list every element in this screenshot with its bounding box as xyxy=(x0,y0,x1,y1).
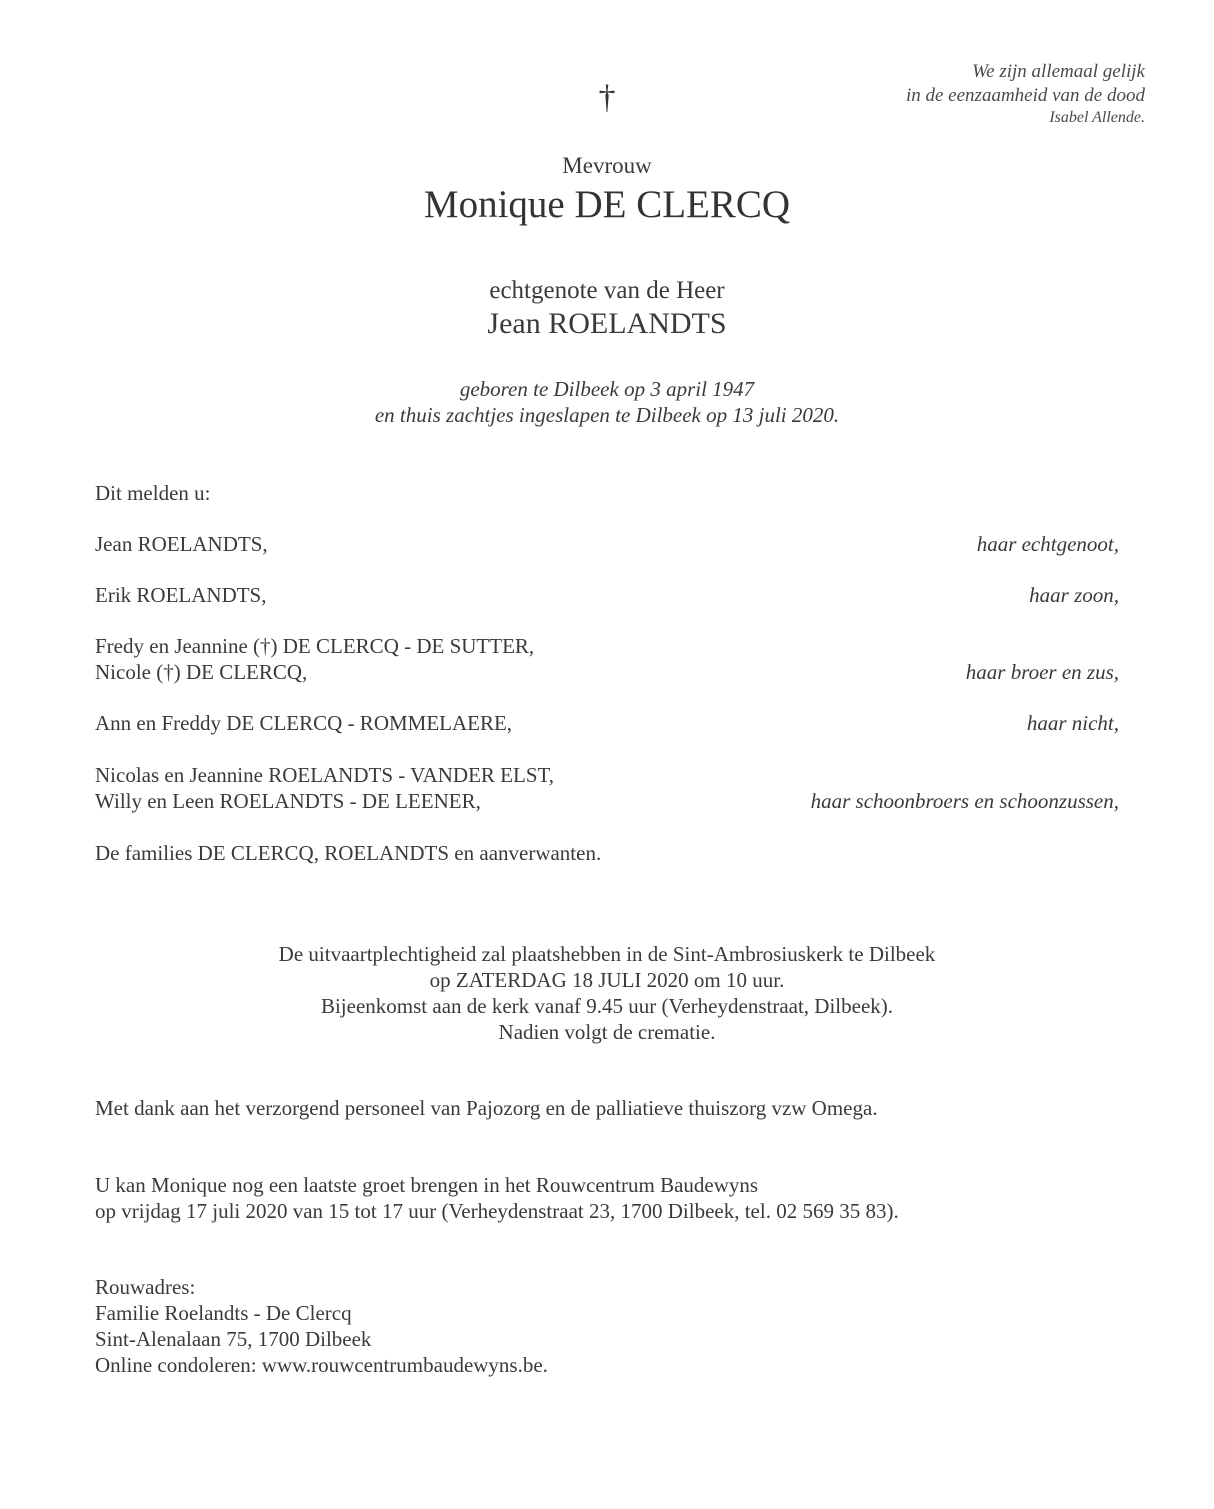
mourner-row xyxy=(95,710,1119,736)
thanks-line: Met dank aan het verzorgend personeel van Pajozorg en de palliatieve thuiszorg vzw Omega. xyxy=(95,1096,878,1120)
mourner-relation: haar zoon, xyxy=(1029,583,1119,607)
quote-line: We zijn allemaal gelijk xyxy=(972,61,1145,82)
deceased-name: Monique DE CLERCQ xyxy=(423,183,791,226)
address-line: Familie Roelandts - De Clercq xyxy=(95,1301,352,1325)
mourner-names: Nicolas en Jeannine ROELANDTS - VANDER ELST, xyxy=(95,763,555,787)
mourner-relation: haar nicht, xyxy=(1026,711,1119,735)
ceremony-info xyxy=(0,941,1214,1045)
mourner-relation: haar echtgenoot, xyxy=(976,532,1119,556)
death-line: en thuis zachtjes ingeslapen te Dilbeek op 13 juli 2020. xyxy=(374,403,840,427)
mourning-address xyxy=(95,1274,548,1378)
birth-line: geboren te Dilbeek op 3 april 1947 xyxy=(459,377,755,401)
mourner-names: Fredy en Jeannine (†) DE CLERCQ - DE SUTTER, xyxy=(95,634,535,658)
address-line: Sint-Alenalaan 75, 1700 Dilbeek xyxy=(95,1327,372,1351)
address-heading: Rouwadres: xyxy=(95,1275,196,1299)
visit-info xyxy=(95,1172,899,1224)
mourner-row xyxy=(95,531,1119,557)
mourner-row xyxy=(95,762,1119,814)
mourner-names: Jean ROELANDTS, xyxy=(95,532,268,556)
mourner-names: Nicole (†) DE CLERCQ, xyxy=(95,660,308,684)
ceremony-line: op ZATERDAG 18 JULI 2020 om 10 uur. xyxy=(429,968,785,992)
visit-line: U kan Monique nog een laatste groet brengen in het Rouwcentrum Baudewyns xyxy=(95,1173,759,1197)
mourner-names: Ann en Freddy DE CLERCQ - ROMMELAERE, xyxy=(95,711,513,735)
cross-icon: † xyxy=(598,79,616,116)
ceremony-line: Nadien volgt de crematie. xyxy=(498,1020,716,1044)
mourner-row xyxy=(95,582,1119,608)
ceremony-line: Bijeenkomst aan de kerk vanaf 9.45 uur (Verheydenstraat, Dilbeek). xyxy=(320,994,894,1018)
spouse-prefix: echtgenote van de Heer xyxy=(489,277,725,304)
mourner-relation: haar schoonbroers en schoonzussen, xyxy=(810,789,1119,813)
mourner-names: Erik ROELANDTS, xyxy=(95,583,267,607)
mourner-relation: haar broer en zus, xyxy=(965,660,1119,684)
quote-author: Isabel Allende. xyxy=(1049,109,1145,126)
spouse-name: Jean ROELANDTS xyxy=(487,307,727,340)
mourner-names: Willy en Leen ROELANDTS - DE LEENER, xyxy=(95,789,481,813)
visit-line: op vrijdag 17 juli 2020 van 15 tot 17 uur (Verheydenstraat 23, 1700 Dilbeek, tel. 02 569 35 83). xyxy=(95,1199,899,1223)
condolence-link: Online condoleren: www.rouwcentrumbaudewyns.be. xyxy=(95,1353,548,1377)
quote-line: in de eenzaamheid van de dood xyxy=(905,85,1145,106)
mourner-row xyxy=(95,633,1119,685)
deceased-title: Mevrouw xyxy=(562,153,652,178)
life-dates xyxy=(0,376,1214,428)
families-line: De families DE CLERCQ, ROELANDTS en aanverwanten. xyxy=(95,841,602,865)
ceremony-line: De uitvaartplechtigheid zal plaatshebben in de Sint-Ambrosiuskerk te Dilbeek xyxy=(278,942,936,966)
announcement: Dit melden u: xyxy=(95,481,211,505)
